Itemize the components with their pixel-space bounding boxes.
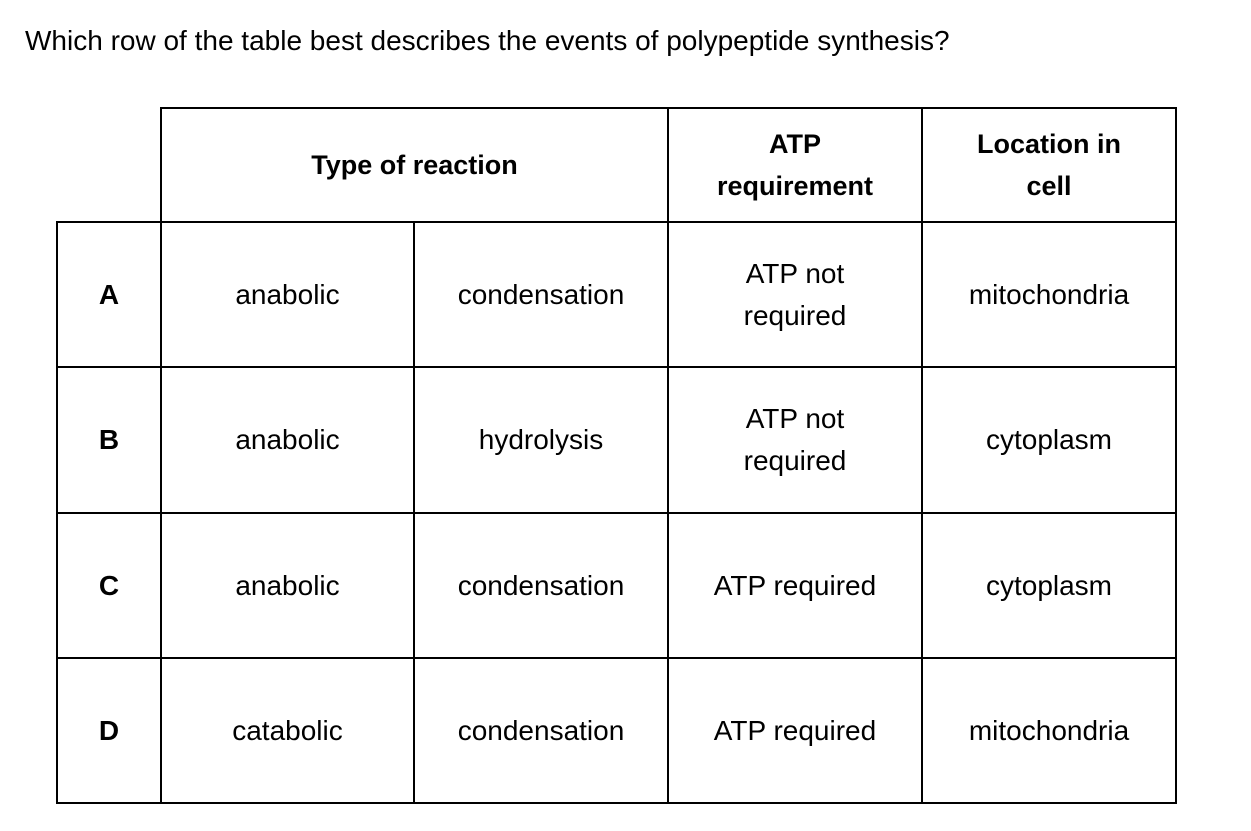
cell-text-line1: ATP not [745, 403, 845, 434]
row-label-d [58, 659, 160, 802]
header-location-line2: cell [1026, 171, 1072, 201]
header-location-in-cell [923, 109, 1175, 221]
cell-type-primary [162, 514, 413, 657]
cell-text: anabolic [235, 424, 340, 455]
cell-text: mitochondria [968, 714, 1130, 746]
cell-location [923, 514, 1175, 657]
cell-atp-requirement [669, 514, 921, 657]
cell-text: ATP required [713, 569, 877, 601]
header-type-of-reaction [162, 109, 667, 221]
header-location-line1: Location in [977, 129, 1121, 159]
cell-type-primary [162, 659, 413, 802]
cell-type-secondary [415, 223, 667, 366]
cell-type-primary [162, 368, 413, 512]
cell-text: anabolic [235, 278, 340, 310]
row-label-text: A [98, 278, 120, 310]
cell-atp-requirement [669, 659, 921, 802]
row-label-text: C [98, 569, 120, 601]
cell-text: condensation [457, 714, 625, 746]
cell-text: catabolic [232, 714, 343, 746]
cell-atp-requirement [669, 223, 921, 366]
cell-location [923, 368, 1175, 512]
header-atp-line1: ATP [769, 129, 821, 159]
cell-text: condensation [457, 278, 625, 310]
header-type-of-reaction-text: Type of reaction [311, 150, 518, 180]
cell-text: hydrolysis [478, 424, 604, 455]
cell-text: cytoplasm [985, 569, 1113, 601]
row-label-a [58, 223, 160, 366]
header-atp-line2: requirement [716, 171, 874, 201]
cell-text: anabolic [235, 569, 340, 601]
cell-text: condensation [457, 569, 625, 601]
cell-text-line2: required [743, 445, 847, 476]
table-border-right [1175, 107, 1177, 804]
row-label-c [58, 514, 160, 657]
cell-type-secondary [415, 368, 667, 512]
header-atp-requirement [669, 109, 921, 221]
cell-atp-requirement [669, 368, 921, 512]
cell-text: mitochondria [968, 278, 1130, 310]
cell-text-line2: required [743, 299, 847, 331]
cell-location [923, 659, 1175, 802]
question-text: Which row of the table best describes the events of polypeptide synthesis? [25, 25, 950, 56]
cell-text: cytoplasm [985, 424, 1113, 455]
row-label-text: B [98, 424, 120, 455]
row-label-b [58, 368, 160, 512]
cell-location [923, 223, 1175, 366]
cell-type-primary [162, 223, 413, 366]
cell-type-secondary [415, 514, 667, 657]
row-label-text: D [98, 714, 120, 746]
cell-text-line1: ATP not [745, 257, 845, 289]
table-border-bottom [56, 802, 1177, 804]
cell-text: ATP required [713, 714, 877, 746]
cell-type-secondary [415, 659, 667, 802]
